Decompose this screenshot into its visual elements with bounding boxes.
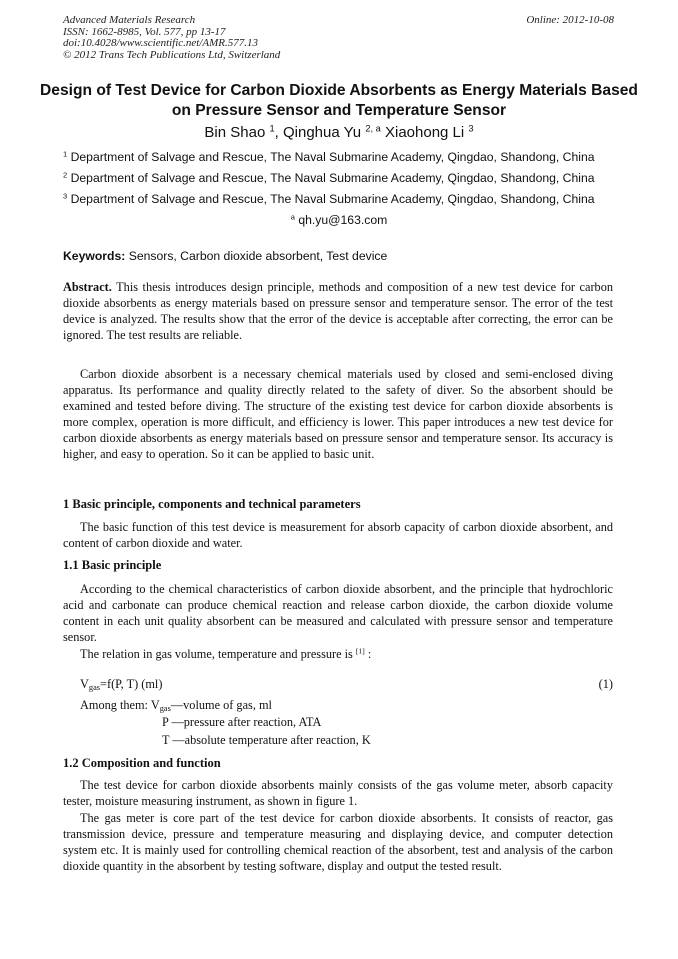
affiliation-number: 2 [63,170,68,180]
abstract [63,279,613,343]
journal-name: Advanced Materials Research [63,14,196,26]
keywords-text: Sensors, Carbon dioxide absorbent, Test device [128,249,388,263]
among-sub: gas [159,704,171,714]
intro-paragraph: Carbon dioxide absorbent is a necessary chemical materials used by closed and semi-enclosed diving apparatus. Its performance and quality directly related to the safety of diver. So the absorbent should be examined and tested before diving. The structure of the existing test device for carbon dioxide absorbents is more complex, operation is more difficult, and efficiency is lower. This paper introduces a new test device for carbon dioxide absorbents as energy materials based on pressure sensor and temperature sensor. Its accuracy is higher, and easy to operation. So it can be applied to basic unit. [63,367,613,462]
equation-rhs: =f(P, T) (ml) [100,677,163,691]
equation-sub: gas [88,683,101,693]
equation [80,677,613,692]
relation-text: The relation in gas volume, temperature and pressure is [80,647,353,661]
affiliation [63,192,595,206]
affiliation-text: Department of Salvage and Rescue, The Naval Submarine Academy, Qingdao, Shandong, China [70,192,595,206]
affiliation-number: 1 [63,149,68,159]
issn-line: ISSN: 1662-8985, Vol. 577, pp 13-17 [63,25,226,38]
author-name: Qinghua Yu [283,124,362,141]
keywords [63,249,387,263]
affiliation-text: Department of Salvage and Rescue, The Naval Submarine Academy, Qingdao, Shandong, China [70,171,595,185]
journal-header [63,15,614,61]
among-them-line [80,698,272,713]
corresponding-email [0,213,678,227]
relation-paragraph [63,646,613,662]
email-mark: a [290,212,295,222]
affiliation [63,150,595,164]
author-name: Bin Shao [204,124,266,141]
relation-colon: : [367,647,372,661]
abstract-text: This thesis introduces design principle, methods and composition of a new test device for carbon dioxide absorbents as energy materials based on pressure sensor and temperature sensor. The error of the test device is analyzed. The results show that the error of the device is acceptable after correcting, the error can be ignored. The test results are reliable. [63,280,613,343]
equation-number: (1) [598,677,613,691]
copyright-line: © 2012 Trans Tech Publications Ltd, Switzerland [63,48,281,61]
subsection-heading: 1.2 Composition and function [63,756,221,770]
citation-ref[interactable]: [1] [355,646,365,656]
among-def-1: —volume of gas, ml [170,698,272,712]
gas-meter-paragraph: The gas meter is core part of the test device for carbon dioxide absorbents. It consists of reactor, gas transmission device, pressure and temperature measuring and displaying device, and computer detection system etc. It is mainly used for controlling chemical reaction of the absorbent, test and analysis of the carbon dioxide quantity in the absorbent by testing software, display and output the tested result. [63,811,613,874]
author-separator: , [274,124,283,141]
online-date: Online: 2012-10-08 [526,14,614,26]
author-affiliation-mark: 2, a [365,123,381,134]
among-label: Among them: V [80,698,160,712]
composition-paragraph: The test device for carbon dioxide absorbents mainly consists of the gas volume meter, absorb capacity tester, moisture measuring instrument, as shown in figure 1. [63,778,613,809]
principle-paragraph: According to the chemical characteristics of carbon dioxide absorbent, and the principle that hydrochloric acid and carbonate can produce chemical reaction and release carbon dioxide, the carbon dioxide volume content in each unit quality absorbent can be measured and calculated with pressure sensor and temperature sensor. [63,582,613,645]
among-def-3: T —absolute temperature after reaction, K [162,733,371,747]
among-def-2: P —pressure after reaction, ATA [162,715,322,729]
affiliation-number: 3 [63,191,68,201]
section-paragraph: The basic function of this test device is measurement for absorb capacity of carbon dioxide absorbent, and content of carbon dioxide and water. [63,520,613,551]
author-affiliation-mark: 1 [269,123,275,134]
doi-line: doi:10.4028/www.scientific.net/AMR.577.13 [63,37,259,50]
abstract-label: Abstract. [63,280,112,294]
author-list [0,124,678,142]
keywords-label: Keywords: [63,249,126,263]
equation-var: V [80,677,89,691]
affiliation [63,171,595,185]
section-heading: 1 Basic principle, components and technical parameters [63,497,361,511]
affiliation-text: Department of Salvage and Rescue, The Naval Submarine Academy, Qingdao, Shandong, China [70,150,595,164]
paper-title: Design of Test Device for Carbon Dioxide Absorbents as Energy Materials Based on Pressure Sensor and Temperature Sensor [40,82,638,119]
author-name: Xiaohong Li [385,124,465,141]
email-address[interactable]: qh.yu@163.com [298,213,388,227]
author-affiliation-mark: 3 [468,123,474,134]
subsection-heading: 1.1 Basic principle [63,558,162,572]
